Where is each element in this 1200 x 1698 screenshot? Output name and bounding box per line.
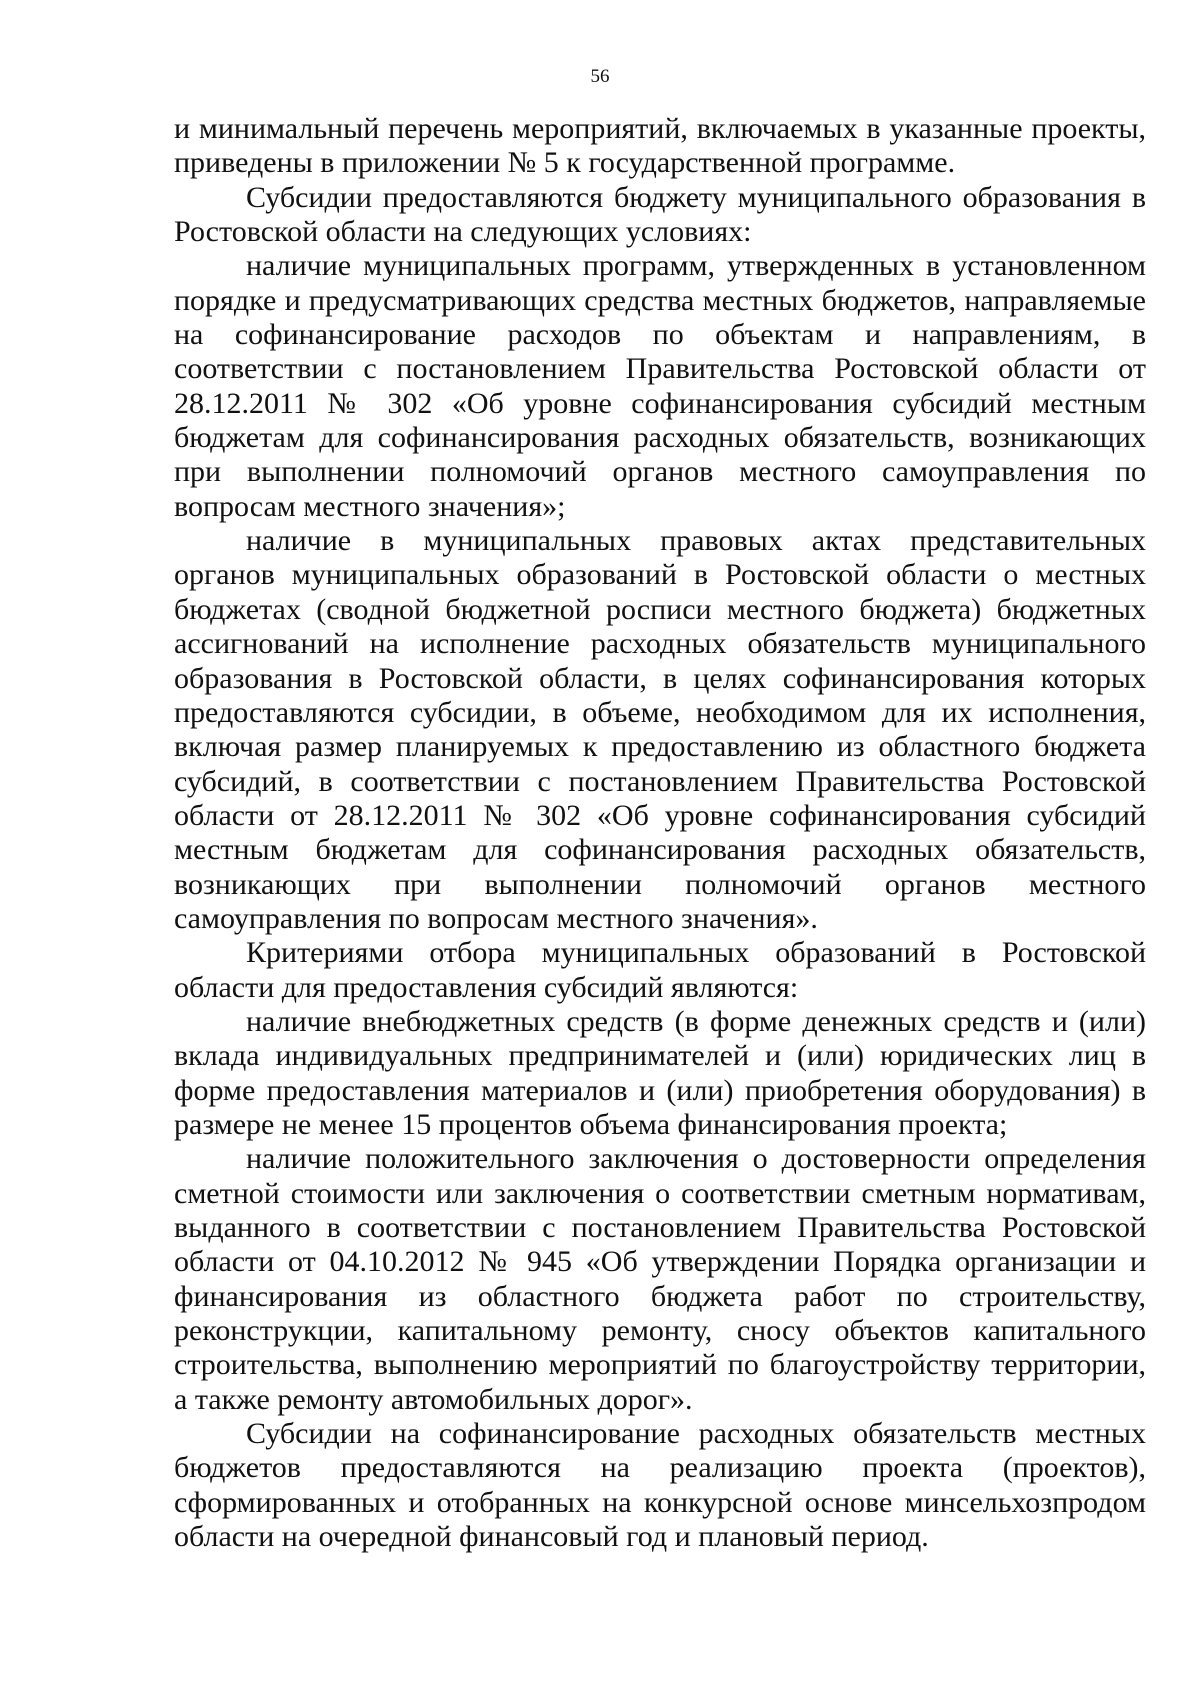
page-number: 56 [590, 66, 610, 87]
paragraph-criterion-positive-conclusion: наличие положительного заключения о достоверности определения сметной стоимости или заключения о соответствии сметным нормативам, выданного в соответствии с постановлением Правительства Ростовской области от 04.10.2012 № 945 «Об утверждении Порядка организации и финансирования из областного бюджета работ по строительству, реконструкции, капитальному ремонту, сносу объектов капитального строительства, выполнению мероприятий по благоустройству территории, а также ремонту автомобильных дорог». [174, 1142, 1146, 1416]
paragraph-condition-budget-allocations: наличие в муниципальных правовых актах представительных органов муниципальных образований в Ростовской области о местных бюджетах (сводной бюджетной росписи местного бюджета) бюджетных ассигнований на исполнение расходных обязательств муниципального образования в Ростовской области, в целях софинансирования которых предоставляются субсидии, в объеме, необходимом для их исполнения, включая размер планируемых к предоставлению из областного бюджета субсидий, в соответствии с постановлением Правительства Ростовской области от 28.12.2011 № 302 «Об уровне софинансирования субсидий местным бюджетам для софинансирования расходных обязательств, возникающих при выполнении полномочий органов местного самоуправления по вопросам местного значения». [174, 524, 1146, 935]
paragraph-subsidy-projects: Субсидии на софинансирование расходных обязательств местных бюджетов предоставляются на реализацию проекта (проектов), сформированных и отобранных на конкурсной основе минсельхозпродом области на очередной финансовый год и плановый период. [174, 1417, 1146, 1554]
paragraph-subsidy-conditions-intro: Субсидии предоставляются бюджету муниципального образования в Ростовской области на следующих условиях: [174, 180, 1146, 249]
paragraph-criterion-extrabudgetary-funds: наличие внебюджетных средств (в форме денежных средств и (или) вклада индивидуальных предпринимателей и (или) юридических лиц в форме предоставления материалов и (или) приобретения оборудования) в размере не менее 15 процентов объема финансирования проекта; [174, 1004, 1146, 1141]
paragraph-condition-municipal-programs: наличие муниципальных программ, утвержденных в установленном порядке и предусматривающих средства местных бюджетов, направляемые на софинансирование расходов по объектам и направлениям, в соответствии с постановлением Правительства Ростовской области от 28.12.2011 № 302 «Об уровне софинансирования субсидий местным бюджетам для софинансирования расходных обязательств, возникающих при выполнении полномочий органов местного самоуправления по вопросам местного значения»; [174, 249, 1146, 523]
paragraph-continuation: и минимальный перечень мероприятий, включаемых в указанные проекты, приведены в приложении № 5 к государственной программе. [174, 112, 1146, 180]
document-body [174, 112, 1146, 1554]
paragraph-selection-criteria-intro: Критериями отбора муниципальных образований в Ростовской области для предоставления субсидий являются: [174, 936, 1146, 1004]
